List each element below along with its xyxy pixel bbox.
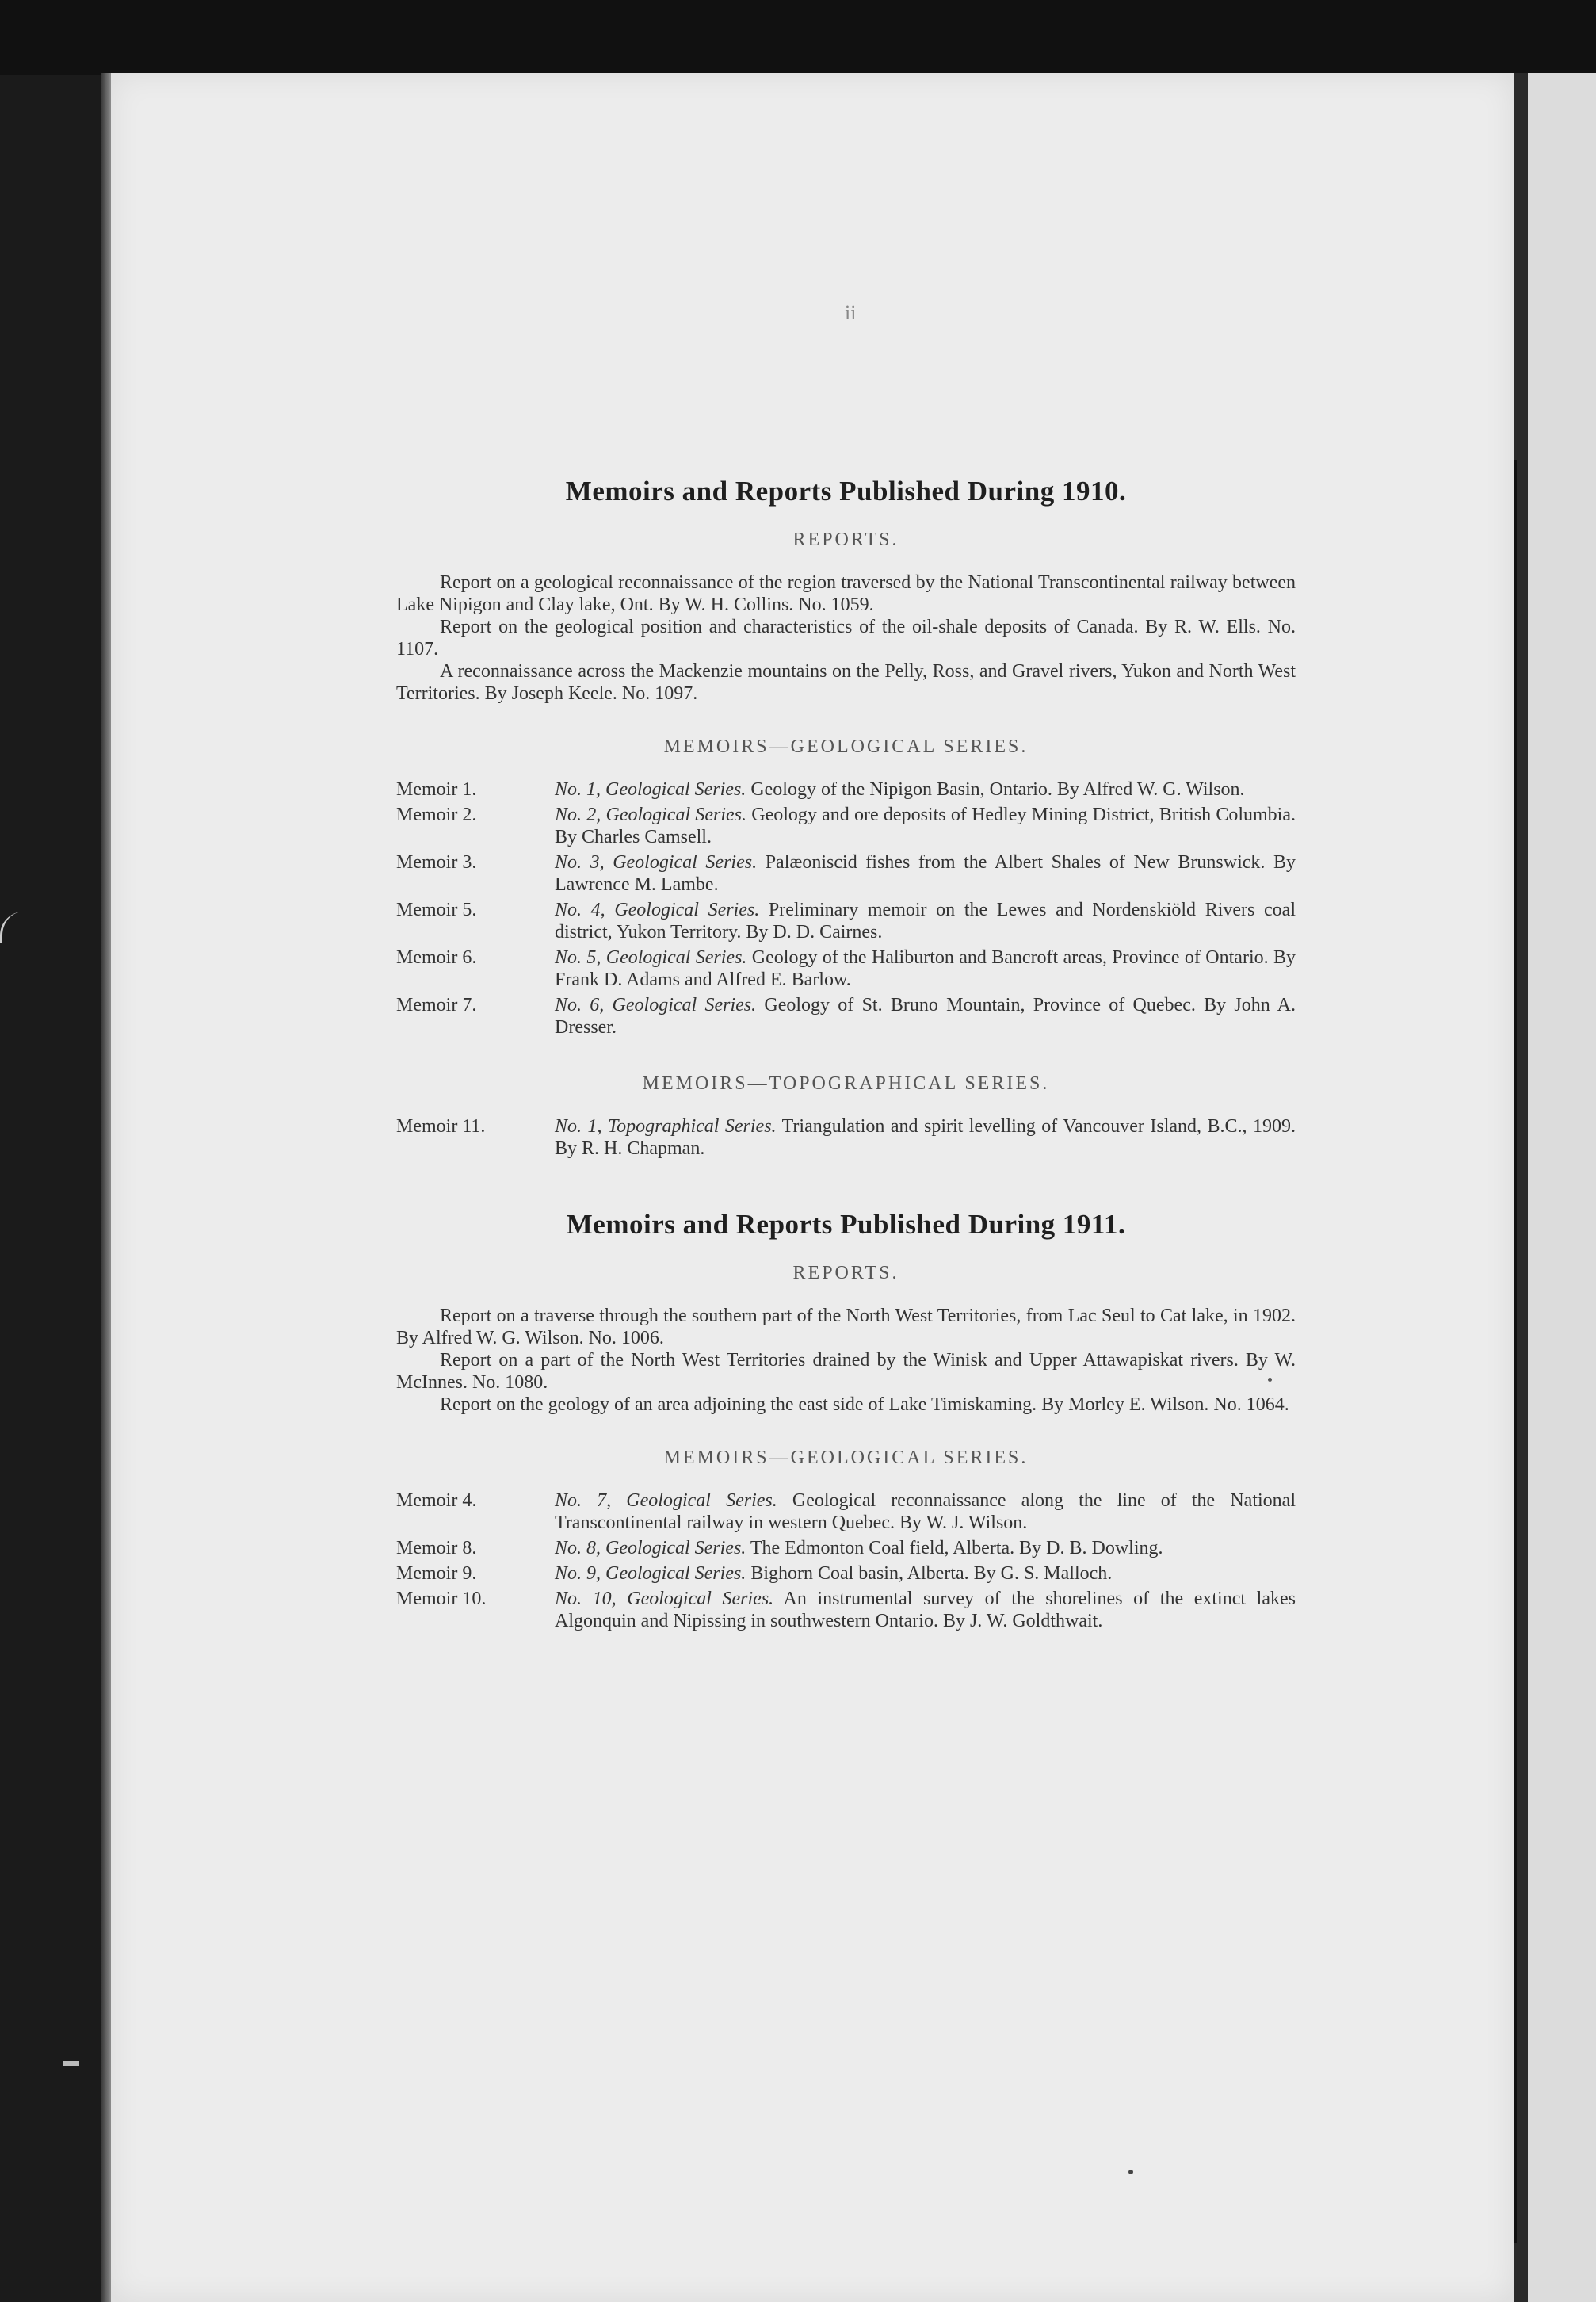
memoir-list-topographical-1910 [396, 1115, 1296, 1160]
memoir-label: Memoir 11. [396, 1116, 486, 1137]
group-title-topographical-1910: MEMOIRS—TOPOGRAPHICAL SERIES. [642, 1073, 1050, 1094]
memoir-label: Memoir 7. [396, 995, 477, 1015]
memoir-label: Memoir 2. [396, 805, 477, 825]
memoir-entry [396, 804, 1296, 848]
memoir-label: Memoir 4. [396, 1490, 477, 1511]
memoir-description: Geological reconnaissance along the line of the National Transcontinental railway in western Quebec. By W. J. Wilson. [555, 1490, 1296, 1533]
memoir-description: Geology of St. Bruno Mountain, Province of Quebec. By John A. Dresser. [555, 995, 1296, 1038]
report-paragraph: Report on a part of the North West Territories drained by the Winisk and Upper Attawapiskat rivers. By W. McInnes. No. 1080. [396, 1350, 1296, 1393]
memoir-series: No. 10, Geological Series. [555, 1589, 774, 1609]
memoir-entry [396, 851, 1296, 896]
memoir-description: Geology and ore deposits of Hedley Mining District, British Columbia. By Charles Camsell. [555, 805, 1296, 847]
memoir-label: Memoir 3. [396, 852, 477, 873]
memoir-series: No. 1, Geological Series. [555, 779, 746, 800]
group-title-reports-1911: REPORTS. [792, 1263, 899, 1283]
memoir-entry [396, 1115, 1296, 1160]
memoir-label: Memoir 5. [396, 900, 477, 920]
memoir-description: An instrumental survey of the shorelines of the extinct lakes Algonquin and Nipissing in southwestern Ontario. By J. W. Goldthwait. [555, 1589, 1296, 1631]
page-edge-line [1514, 460, 1517, 2243]
memoir-label: Memoir 1. [396, 779, 477, 800]
scan-speck [1268, 1378, 1272, 1382]
memoir-entry [396, 1489, 1296, 1534]
memoir-description: Geology of the Nipigon Basin, Ontario. By Alfred W. G. Wilson. [750, 779, 1245, 800]
memoir-description: Triangulation and spirit levelling of Vancouver Island, B.C., 1909. By R. H. Chapman. [555, 1116, 1296, 1159]
memoir-entry [396, 778, 1296, 801]
page-content [396, 476, 1296, 1667]
memoir-description: The Edmonton Coal field, Alberta. By D. B. Dowling. [750, 1538, 1163, 1558]
adjacent-page-edge [1528, 73, 1596, 2302]
scan-blemish [0, 912, 26, 943]
section-heading-1911: Memoirs and Reports Published During 1911. [566, 1209, 1126, 1240]
group-title-geological-1910: MEMOIRS—GEOLOGICAL SERIES. [663, 736, 1029, 757]
memoir-entry [396, 994, 1296, 1038]
memoir-entry [396, 1562, 1296, 1585]
memoir-series: No. 1, Topographical Series. [555, 1116, 777, 1137]
memoir-series: No. 4, Geological Series. [555, 900, 760, 920]
memoir-entry [396, 946, 1296, 991]
memoir-series: No. 7, Geological Series. [555, 1490, 777, 1511]
report-paragraph: A reconnaissance across the Mackenzie mountains on the Pelly, Ross, and Gravel rivers, Yukon and North West Territories. By Joseph Keele. No. 1097. [396, 661, 1296, 704]
memoir-series: No. 9, Geological Series. [555, 1563, 746, 1584]
memoir-label: Memoir 9. [396, 1563, 477, 1584]
group-title-reports-1910: REPORTS. [792, 530, 899, 550]
memoir-entry [396, 1588, 1296, 1632]
reports-1911 [396, 1305, 1296, 1416]
page-number: ii [845, 301, 857, 324]
report-paragraph: Report on the geological position and characteristics of the oil-shale deposits of Canada. By R. W. Ells. No. 1107. [396, 617, 1296, 660]
memoir-label: Memoir 10. [396, 1589, 487, 1609]
scan-background-top [0, 0, 1596, 75]
memoir-description: Bighorn Coal basin, Alberta. By G. S. Malloch. [750, 1563, 1113, 1584]
memoir-description: Palæoniscid fishes from the Albert Shales of New Brunswick. By Lawrence M. Lambe. [555, 852, 1296, 895]
scan-blemish [63, 2061, 79, 2066]
memoir-series: No. 3, Geological Series. [555, 852, 758, 873]
report-paragraph: Report on the geology of an area adjoining the east side of Lake Timiskaming. By Morley E. Wilson. No. 1064. [440, 1394, 1289, 1415]
memoir-entry [396, 899, 1296, 943]
memoir-series: No. 2, Geological Series. [555, 805, 747, 825]
memoir-label: Memoir 8. [396, 1538, 477, 1558]
group-title-geological-1911: MEMOIRS—GEOLOGICAL SERIES. [663, 1447, 1029, 1468]
reports-1910 [396, 572, 1296, 705]
memoir-series: No. 5, Geological Series. [555, 947, 747, 968]
scan-speck [1128, 2170, 1133, 2174]
report-paragraph: Report on a traverse through the southern part of the North West Territories, from Lac Seul to Cat lake, in 1902. By Alfred W. G. Wilson. No. 1006. [396, 1306, 1296, 1348]
memoir-series: No. 6, Geological Series. [555, 995, 757, 1015]
memoir-description: Preliminary memoir on the Lewes and Nordenskiöld Rivers coal district, Yukon Territory. By D. D. Cairnes. [555, 900, 1296, 943]
memoir-list-geological-1911 [396, 1489, 1296, 1632]
memoir-description: Geology of the Haliburton and Bancroft areas, Province of Ontario. By Frank D. Adams and Alfred E. Barlow. [555, 947, 1296, 990]
memoir-entry [396, 1537, 1296, 1559]
memoir-label: Memoir 6. [396, 947, 477, 968]
section-heading-1910: Memoirs and Reports Published During 1910. [565, 476, 1127, 507]
memoir-series: No. 8, Geological Series. [555, 1538, 746, 1558]
report-paragraph: Report on a geological reconnaissance of the region traversed by the National Transcontinental railway between Lake Nipigon and Clay lake, Ont. By W. H. Collins. No. 1059. [396, 572, 1296, 615]
memoir-list-geological-1910 [396, 778, 1296, 1038]
